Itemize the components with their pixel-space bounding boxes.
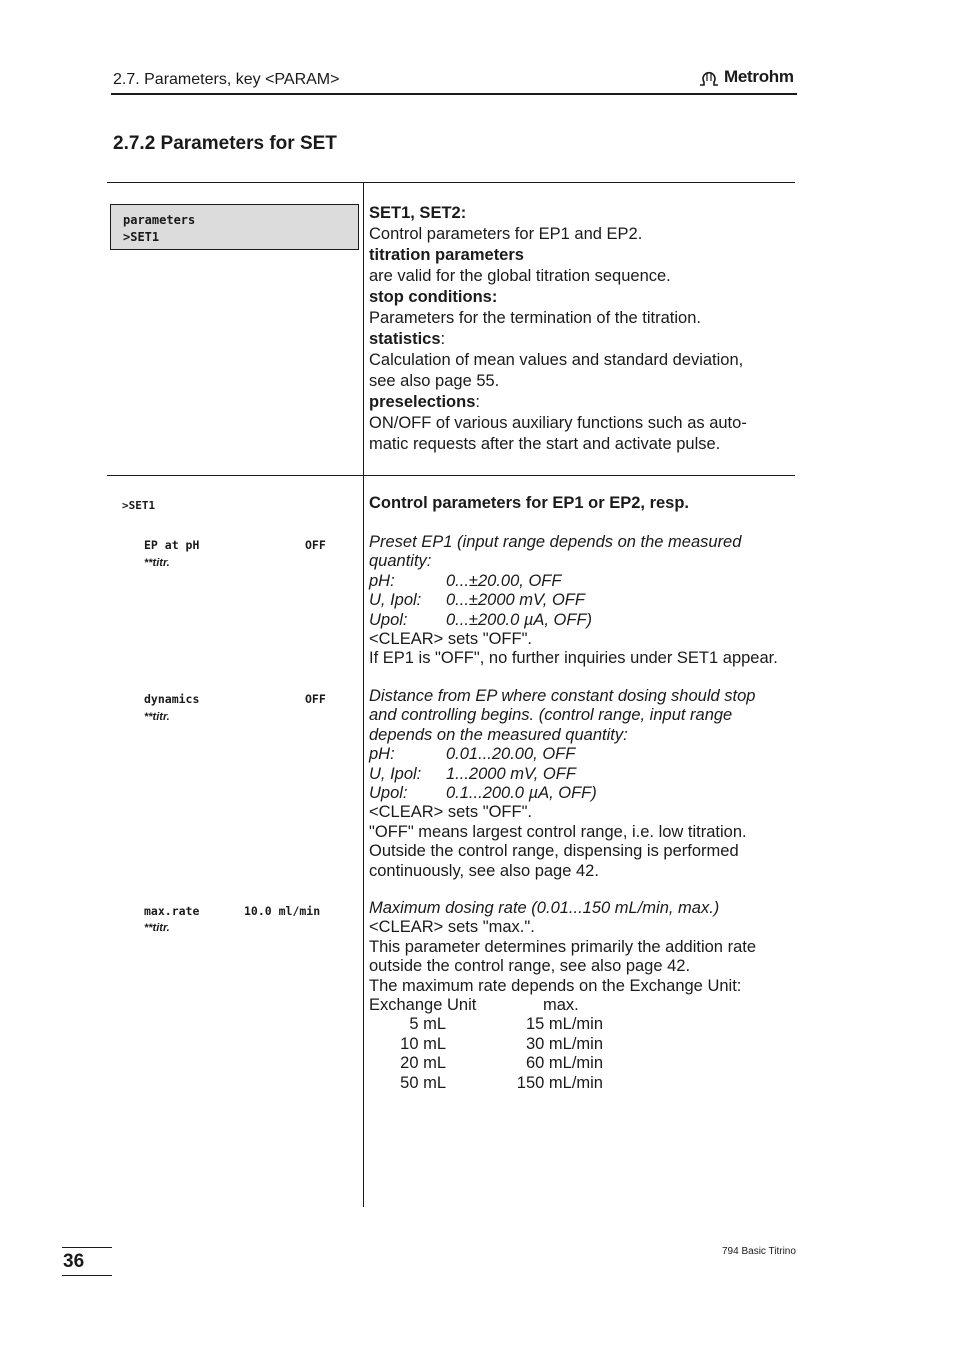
table-cell-max: 30 mL/min xyxy=(525,1034,603,1053)
display-screen xyxy=(110,204,359,250)
table-cell-max: 150 mL/min xyxy=(516,1073,603,1092)
product-name: 794 Basic Titrino xyxy=(722,1246,796,1257)
intro-text-stop: Parameters for the termination of the titration. xyxy=(369,309,701,327)
header-rule xyxy=(111,93,797,95)
desc-line: and controlling begins. (control range, input range xyxy=(369,706,733,725)
param-name-dynamics: dynamics xyxy=(144,692,200,706)
note-line: The maximum rate depends on the Exchange Unit: xyxy=(369,976,742,995)
range-row xyxy=(369,591,778,610)
range-row xyxy=(369,572,778,591)
table-row xyxy=(369,1054,756,1073)
range-key: U, Ipol: xyxy=(369,764,422,783)
table-header-max: max. xyxy=(543,996,579,1015)
note-line: <CLEAR> sets "OFF". xyxy=(369,803,533,822)
metrohm-logo-icon xyxy=(698,67,720,87)
intro-text-set: Control parameters for EP1 and EP2. xyxy=(369,225,643,243)
table-top-rule xyxy=(107,182,795,183)
column-divider xyxy=(363,182,364,1207)
intro-heading-stop: stop conditions: xyxy=(369,288,498,306)
range-value: 0...±20.00, OFF xyxy=(446,571,562,590)
param-tag-maxrate: **titr. xyxy=(144,922,170,934)
note-line: This parameter determines primarily the addition rate xyxy=(369,937,757,956)
brand-logo xyxy=(698,67,794,87)
section-title: 2.7.2 Parameters for SET xyxy=(113,133,337,154)
table-cell-max: 60 mL/min xyxy=(525,1054,603,1073)
range-row xyxy=(369,784,755,803)
intro-text-statistics-2: see also page 55. xyxy=(369,372,500,390)
param-value-ep: OFF xyxy=(305,538,326,552)
range-row xyxy=(369,745,755,764)
colon: : xyxy=(440,330,446,348)
set1-heading: Control parameters for EP1 or EP2, resp. xyxy=(369,494,690,512)
range-value: 1...2000 mV, OFF xyxy=(446,764,576,783)
range-value: 0...±2000 mV, OFF xyxy=(446,591,585,610)
display-line-1: parameters xyxy=(123,213,196,227)
intro-heading-set: SET1, SET2: xyxy=(369,204,467,222)
exchange-table-header xyxy=(369,996,756,1015)
table-cell-unit: 50 mL xyxy=(400,1073,446,1092)
desc-line: depends on the measured quantity: xyxy=(369,725,628,744)
range-row xyxy=(369,765,755,784)
colon: : xyxy=(475,393,480,411)
note-line: Outside the control range, dispensing is performed xyxy=(369,842,739,861)
note-line: <CLEAR> sets "OFF". xyxy=(369,630,533,649)
page-number: 36 xyxy=(63,1251,85,1272)
table-cell-max: 15 mL/min xyxy=(525,1015,603,1034)
param-value-dynamics: OFF xyxy=(305,692,326,706)
param-value-maxrate: 10.0 ml/min xyxy=(244,904,321,918)
intro-text-titration: are valid for the global titration sequence. xyxy=(369,267,671,285)
note-line: <CLEAR> sets "max.". xyxy=(369,918,535,937)
note-line: continuously, see also page 42. xyxy=(369,861,599,880)
param-desc-maxrate xyxy=(369,899,756,1093)
intro-text-preselections-2: matic requests after the start and activate pulse. xyxy=(369,435,721,453)
param-name-ep: EP at pH xyxy=(144,538,200,552)
table-row xyxy=(369,1015,756,1034)
table-mid-rule xyxy=(107,475,795,476)
page-number-rule-bottom xyxy=(62,1275,112,1276)
range-value: 0.01...20.00, OFF xyxy=(446,745,576,764)
range-key: U, Ipol: xyxy=(369,591,422,610)
running-header: 2.7. Parameters, key <PARAM> xyxy=(113,71,340,88)
range-row xyxy=(369,611,778,630)
desc-line: Distance from EP where constant dosing should stop xyxy=(369,687,756,705)
range-key: pH: xyxy=(369,571,395,590)
intro-heading-titration: titration parameters xyxy=(369,246,524,264)
param-tag-ep: **titr. xyxy=(144,557,170,569)
table-header-unit: Exchange Unit xyxy=(369,996,477,1015)
table-cell-unit: 20 mL xyxy=(400,1054,446,1073)
range-key: Upol: xyxy=(369,610,408,629)
intro-text-preselections-1: ON/OFF of various auxiliary functions such as auto- xyxy=(369,414,747,432)
note-line: If EP1 is "OFF", no further inquiries under SET1 appear. xyxy=(369,649,778,668)
intro-heading-statistics: statistics xyxy=(369,330,441,348)
param-desc-ep xyxy=(369,533,778,669)
range-value: 0.1...200.0 µA, OFF) xyxy=(446,784,597,803)
set1-label: >SET1 xyxy=(122,499,156,512)
table-cell-unit: 10 mL xyxy=(400,1034,446,1053)
intro-heading-preselections: preselections xyxy=(369,393,476,411)
display-line-2: >SET1 xyxy=(123,230,160,244)
desc-line: Maximum dosing rate (0.01...150 mL/min, max.) xyxy=(369,899,720,917)
note-line: "OFF" means largest control range, i.e. low titration. xyxy=(369,822,747,841)
logo-wordmark: Metrohm xyxy=(724,67,794,86)
note-line: outside the control range, see also page 42. xyxy=(369,957,691,976)
param-desc-dynamics xyxy=(369,687,755,881)
table-row xyxy=(369,1074,756,1093)
intro-block xyxy=(369,203,747,455)
range-key: Upol: xyxy=(369,784,408,803)
desc-line: quantity: xyxy=(369,552,432,571)
desc-line: Preset EP1 (input range depends on the measured xyxy=(369,533,742,551)
param-name-maxrate: max.rate xyxy=(144,904,200,918)
param-tag-dynamics: **titr. xyxy=(144,711,170,723)
table-cell-unit: 5 mL xyxy=(409,1015,446,1034)
table-row xyxy=(369,1035,756,1054)
intro-text-statistics-1: Calculation of mean values and standard deviation, xyxy=(369,351,744,369)
range-key: pH: xyxy=(369,745,395,764)
range-value: 0...±200.0 µA, OFF) xyxy=(446,610,593,629)
page-number-rule-top xyxy=(62,1247,112,1248)
